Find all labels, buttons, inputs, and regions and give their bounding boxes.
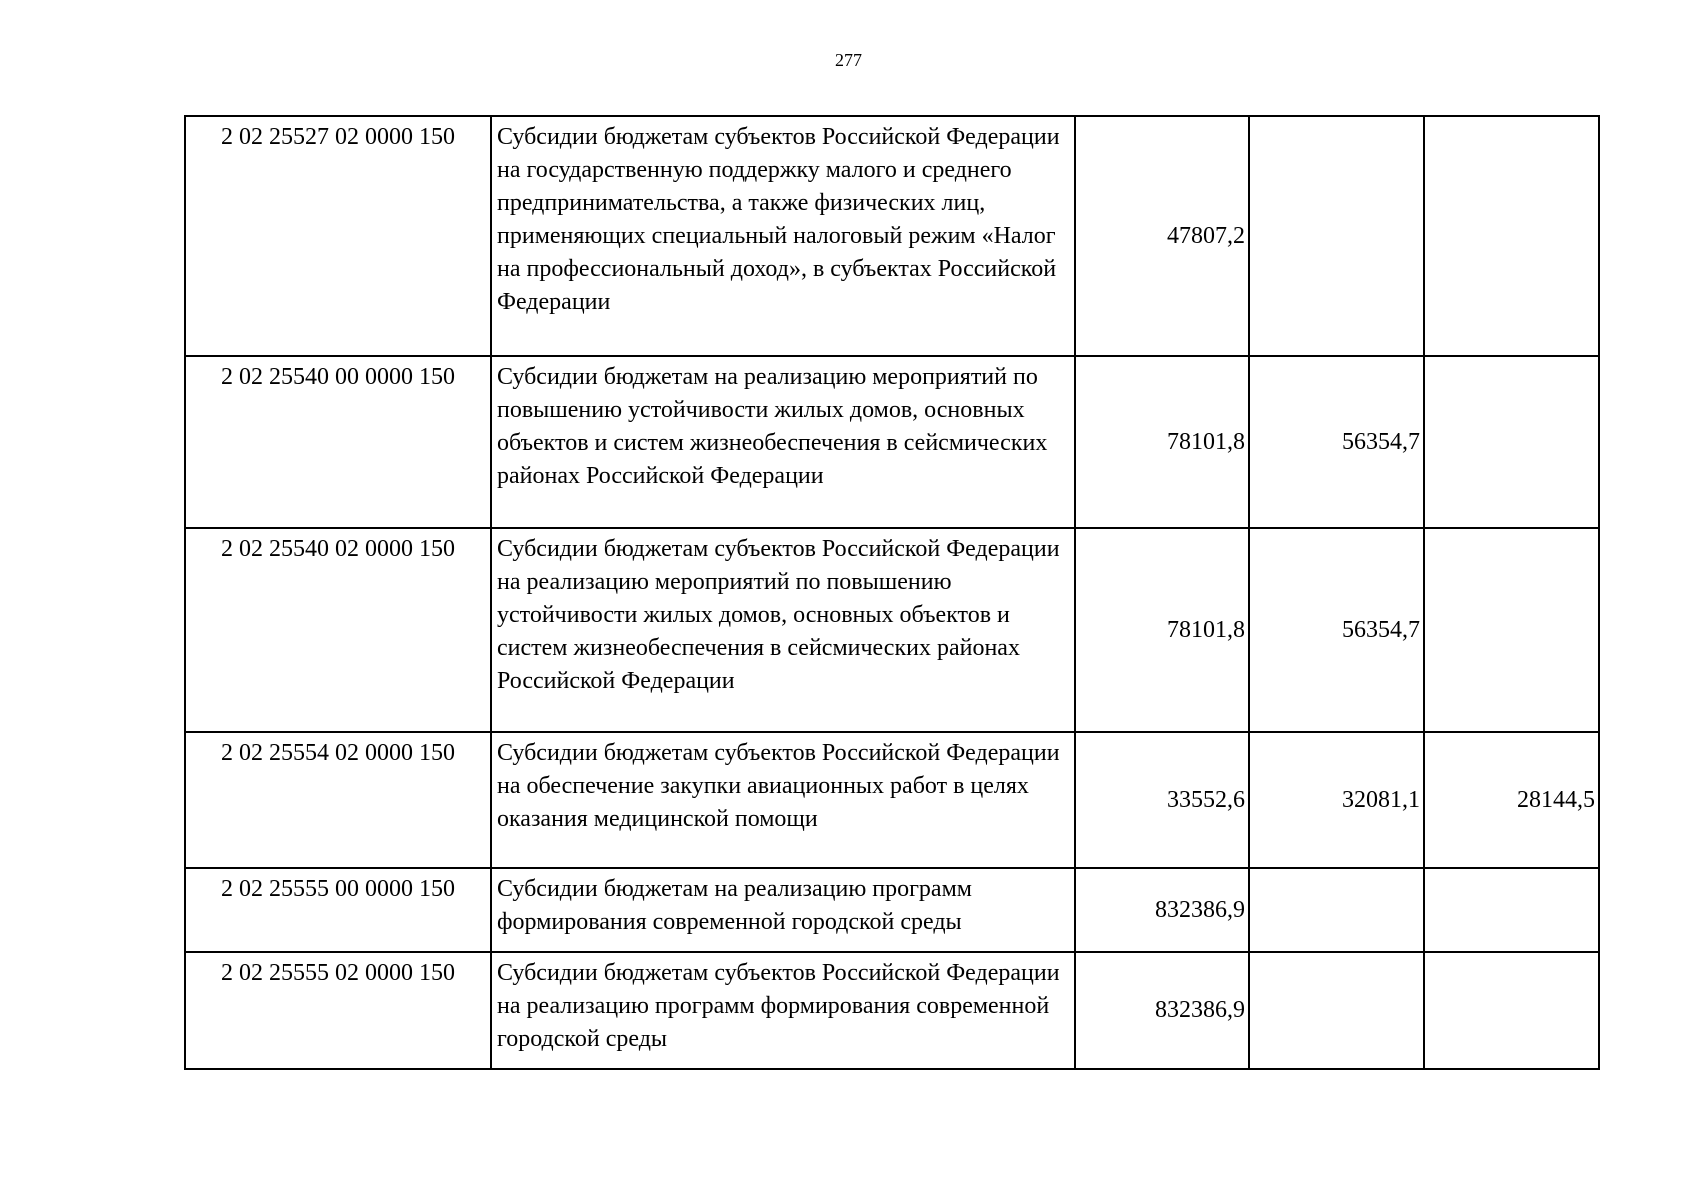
- revenue-name-cell: Субсидии бюджетам на реализацию программ формирования современной городской среды: [491, 868, 1075, 952]
- amount-year-2-cell: 32081,1: [1249, 732, 1424, 868]
- budget-revenue-table: [184, 115, 1600, 1070]
- budget-code-cell: 2 02 25540 00 0000 150: [185, 356, 491, 528]
- amount-year-1-cell: 33552,6: [1075, 732, 1249, 868]
- page-number: 277: [835, 50, 862, 70]
- amount-year-3-cell: [1424, 952, 1599, 1069]
- amount-year-2-cell: [1249, 868, 1424, 952]
- table-row: [185, 868, 1599, 952]
- amount-year-3-cell: [1424, 528, 1599, 732]
- amount-year-1-cell: 78101,8: [1075, 528, 1249, 732]
- revenue-name-cell: Субсидии бюджетам субъектов Российской Федерации на обеспечение закупки авиационных работ в целях оказания медицинской помощи: [491, 732, 1075, 868]
- budget-code-cell: 2 02 25555 00 0000 150: [185, 868, 491, 952]
- revenue-name-cell: Субсидии бюджетам субъектов Российской Федерации на реализацию мероприятий по повышению устойчивости жилых домов, основных объектов и систем жизнеобеспечения в сейсмических районах Российской Федерации: [491, 528, 1075, 732]
- budget-code-cell: 2 02 25527 02 0000 150: [185, 116, 491, 356]
- amount-year-2-cell: [1249, 116, 1424, 356]
- revenue-name-cell: Субсидии бюджетам субъектов Российской Федерации на государственную поддержку малого и среднего предпринимательства, а также физических лиц, применяющих специальный налоговый режим «Налог на профессиональный доход», в субъектах Российской Федерации: [491, 116, 1075, 356]
- amount-year-1-cell: 78101,8: [1075, 356, 1249, 528]
- amount-year-2-cell: 56354,7: [1249, 356, 1424, 528]
- amount-year-3-cell: [1424, 868, 1599, 952]
- amount-year-2-cell: 56354,7: [1249, 528, 1424, 732]
- budget-code-cell: 2 02 25554 02 0000 150: [185, 732, 491, 868]
- amount-year-3-cell: [1424, 116, 1599, 356]
- table-row: [185, 732, 1599, 868]
- amount-year-1-cell: 47807,2: [1075, 116, 1249, 356]
- amount-year-2-cell: [1249, 952, 1424, 1069]
- budget-code-cell: 2 02 25540 02 0000 150: [185, 528, 491, 732]
- amount-year-1-cell: 832386,9: [1075, 952, 1249, 1069]
- table-row: [185, 116, 1599, 356]
- budget-code-cell: 2 02 25555 02 0000 150: [185, 952, 491, 1069]
- amount-year-3-cell: 28144,5: [1424, 732, 1599, 868]
- amount-year-1-cell: 832386,9: [1075, 868, 1249, 952]
- amount-year-3-cell: [1424, 356, 1599, 528]
- revenue-name-cell: Субсидии бюджетам на реализацию мероприятий по повышению устойчивости жилых домов, основных объектов и систем жизнеобеспечения в сейсмических районах Российской Федерации: [491, 356, 1075, 528]
- table-row: [185, 952, 1599, 1069]
- table-row: [185, 528, 1599, 732]
- table-row: [185, 356, 1599, 528]
- revenue-name-cell: Субсидии бюджетам субъектов Российской Федерации на реализацию программ формирования современной городской среды: [491, 952, 1075, 1069]
